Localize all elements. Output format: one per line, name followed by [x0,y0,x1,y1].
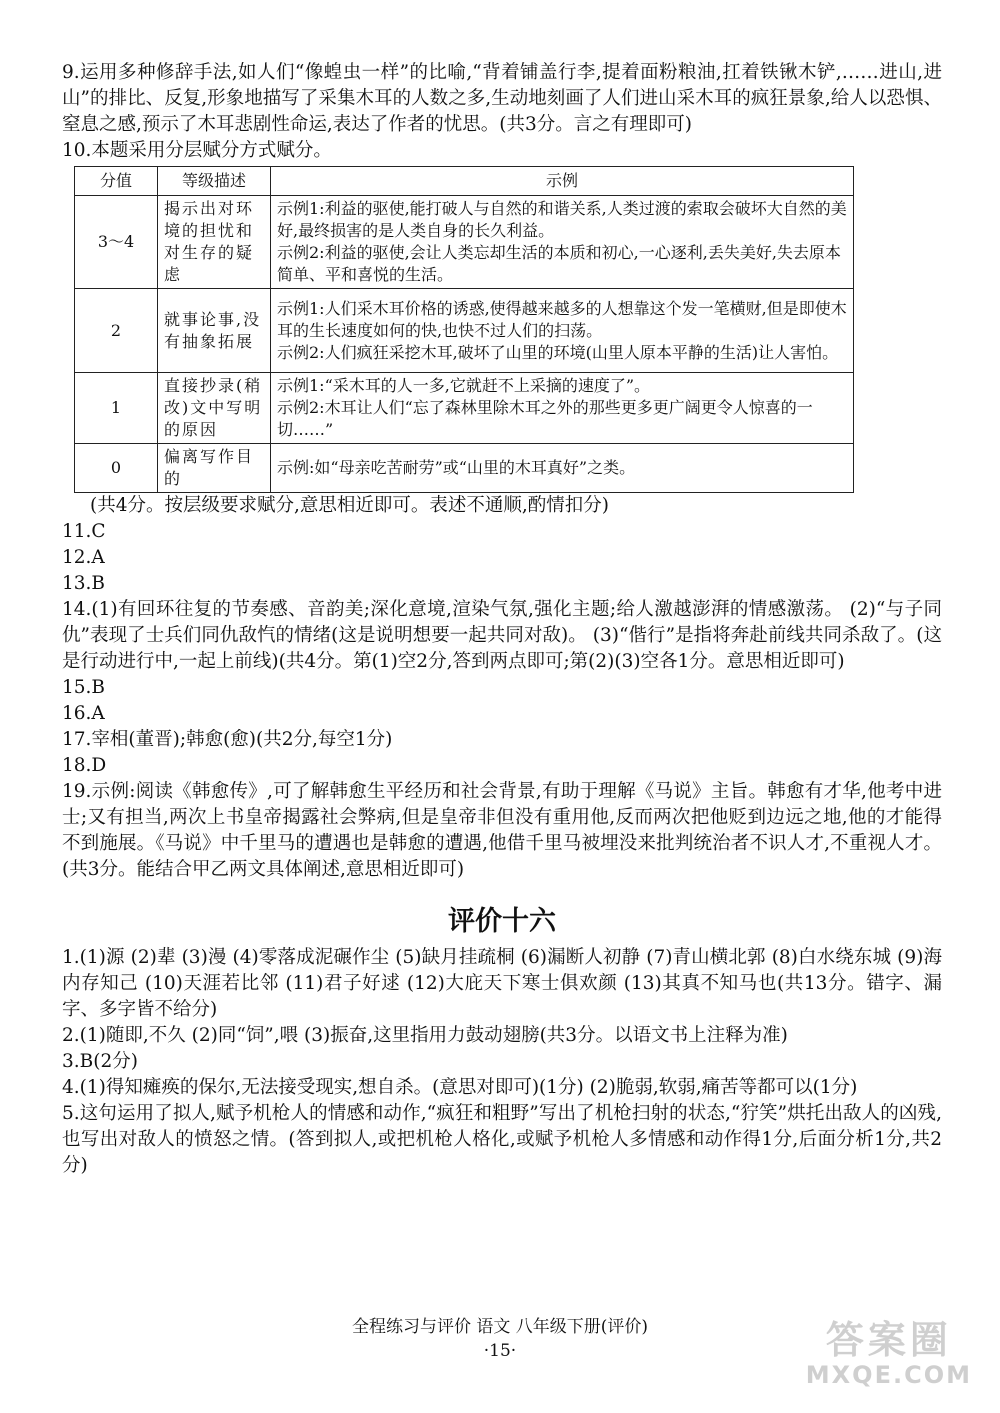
answer-q17: 17.宰相(董晋);韩愈(愈)(共2分,每空1分) [62,729,393,750]
row-example [271,289,854,373]
answer-s1: 1.(1)源 (2)辈 (3)漫 (4)零落成泥碾作尘 (5)缺月挂疏桐 (6)漏断人初静 (7)青山横北郭 (8)白水绕东城 (9)海内存知己 (10)天涯若比邻 (11)君子好逑 (12)大庇天下寒士俱欢颜 (13)其真不知马也(共13分。错字、漏字、多字皆不给分) [62,947,942,1020]
watermark-logo [806,1319,972,1389]
row-score: 0 [75,444,158,493]
answer-q15: 15.B [62,677,106,698]
header-score: 分值 [75,167,158,196]
row-example-3: 示例1:“采木耳的人一多,它就赶不上采摘的速度了”。 示例2:木耳让人们“忘了森林里除木耳之外的那些更多更广阔更令人惊喜的一切……” [277,376,813,439]
answer-q16: 16.A [62,703,105,724]
answer-s5: 5.这句运用了拟人,赋予机枪人的情感和动作,“疯狂和粗野”写出了机枪扫射的状态,“狞笑”烘托出敌人的凶残,也写出对敌人的愤怒之情。(答到拟人,或把机枪人格化,或赋予机枪人多情感和动作得1分,后面分析1分,共2分) [62,1103,942,1176]
watermark-line2: MXQE.COM [805,1361,972,1389]
section-title: 评价十六 [448,906,556,937]
row-example-1: 示例1:利益的驱使,能打破人与自然的和谐关系,人类过渡的索取会破坏大自然的美好,最终损害的是人类自身的长久利益。 示例2:利益的驱使,会让人类忘却生活的本质和初心,一心逐利,丢失美好,失去原本简单、平和喜悦的生活。 [277,199,847,284]
row-level: 直接抄录(稍改)文中写明的原因 [158,373,271,444]
answer-q14: 14.(1)有回环往复的节奏感、音韵美;深化意境,渲染气氛,强化主题;给人激越澎湃的情感激荡。 (2)“与子同仇”表现了士兵们同仇敌忾的情绪(这是说明想要一起共同对敌)。 (3)“偕行”是指将奔赴前线共同杀敌了。(这是行动进行中,一起上前线)(共4分。第(1)空2分,答到两点即可;第(2)(3)空各1分。意思相近即可) [62,599,942,672]
footer-page-number: ·15· [483,1341,517,1361]
grading-table [74,166,854,493]
table-row [75,373,854,444]
answer-page [62,60,942,1179]
answer-q9: 9.运用多种修辞手法,如人们“像蝗虫一样”的比喻,“背着铺盖行李,提着面粉粮油,扛着铁锹木铲,……进山,进山”的排比、反复,形象地描写了采集木耳的人数之多,生动地刻画了人们进山采木耳的疯狂景象,给人以恐惧、窒息之感,预示了木耳悲剧性命运,表达了作者的忧思。(共3分。言之有理即可) [62,62,942,135]
answer-q11: 11.C [62,521,106,542]
answer-q10-intro: 10.本题采用分层赋分方式赋分。 [62,140,332,161]
answer-q19: 19.示例:阅读《韩愈传》,可了解韩愈生平经历和社会背景,有助于理解《马说》主旨。韩愈有才华,他考中进士;又有担当,两次上书皇帝揭露社会弊病,但是皇帝非但没有重用他,反而两次把他贬到边远之地,他的才能得不到施展。《马说》中千里马的遭遇也是韩愈的遭遇,他借千里马被埋没来批判统治者不识人才,不重视人才。(共3分。能结合甲乙两文具体阐述,意思相近即可) [62,781,942,880]
table-row [75,289,854,373]
row-example [271,196,854,289]
grading-table-header [75,167,854,196]
header-level: 等级描述 [158,167,271,196]
row-level: 揭示出对环境的担忧和对生存的疑虑 [158,196,271,289]
answer-s4: 4.(1)得知瘫痪的保尔,无法接受现实,想自杀。(意思对即可)(1分) (2)脆弱,软弱,痛苦等都可以(1分) [62,1077,858,1098]
row-example [271,444,854,493]
row-example-4: 示例:如“母亲吃苦耐劳”或“山里的木耳真好”之类。 [277,458,636,477]
answer-s2: 2.(1)随即,不久 (2)同“饲”,喂 (3)振奋,这里指用力鼓动翅膀(共3分。以语文书上注释为准) [62,1025,788,1046]
footer-book-title: 全程练习与评价 语文 八年级下册(评价) [351,1317,649,1337]
answer-q18: 18.D [62,755,107,776]
table-row [75,444,854,493]
answer-q10-note: (共4分。按层级要求赋分,意思相近即可。表述不通顺,酌情扣分) [90,495,609,516]
row-score: 3～4 [75,196,158,289]
row-score: 2 [75,289,158,373]
row-level: 偏离写作目的 [158,444,271,493]
row-score: 1 [75,373,158,444]
answer-q12: 12.A [62,547,105,568]
watermark-line1: 答案圈 [825,1318,952,1362]
answer-s3: 3.B(2分) [62,1051,138,1072]
table-row [75,196,854,289]
answer-q13: 13.B [62,573,106,594]
header-example: 示例 [271,167,854,196]
row-example [271,373,854,444]
row-level: 就事论事,没有抽象拓展 [158,289,271,373]
row-example-2: 示例1:人们采木耳价格的诱惑,使得越来越多的人想靠这个发一笔横财,但是即使木耳的生长速度如何的快,也快不过人们的扫荡。 示例2:人们疯狂采挖木耳,破坏了山里的环境(山里人原本平静的生活)让人害怕。 [277,298,847,362]
